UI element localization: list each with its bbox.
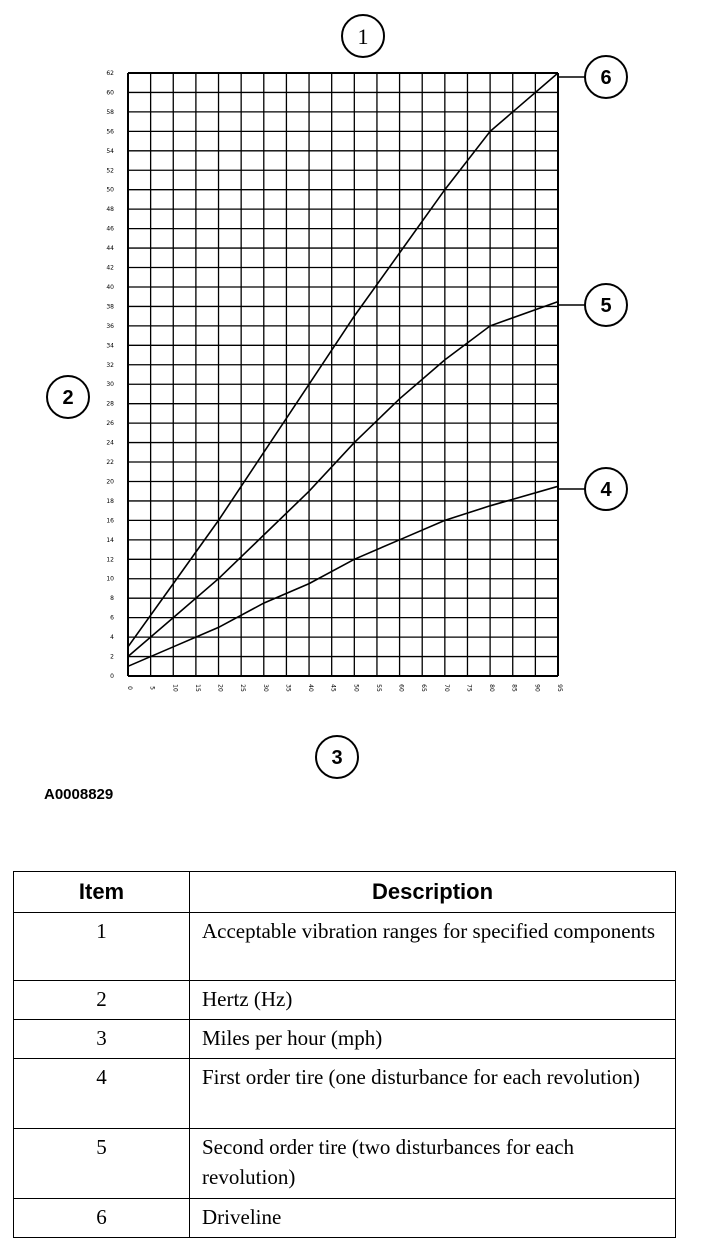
x-tick-label: 70	[442, 684, 450, 692]
y-tick-label: 14	[106, 536, 114, 544]
y-tick-label: 34	[106, 342, 114, 350]
y-tick-label: 54	[106, 147, 114, 155]
x-tick-label: 65	[420, 684, 428, 692]
legend-row	[14, 1199, 676, 1238]
legend-item: 1	[14, 913, 190, 981]
x-tick-label: 30	[261, 684, 269, 692]
y-tick-label: 2	[110, 653, 114, 661]
legend-description: Hertz (Hz)	[190, 981, 676, 1020]
callout-3	[316, 736, 358, 778]
legend-header-row	[14, 872, 676, 913]
legend-row	[14, 1020, 676, 1059]
y-tick-label: 8	[110, 595, 114, 603]
x-tick-label: 5	[148, 686, 156, 690]
legend-header-item: Item	[14, 872, 190, 913]
y-tick-label: 12	[106, 556, 114, 564]
y-tick-label: 56	[106, 128, 114, 136]
y-tick-label: 60	[106, 89, 114, 97]
legend-description: Miles per hour (mph)	[190, 1020, 676, 1059]
callout-2-label: 2	[62, 387, 74, 409]
x-tick-label: 0	[126, 686, 133, 690]
y-tick-label: 52	[106, 167, 114, 175]
x-tick-label: 95	[556, 684, 563, 692]
x-tick-label: 75	[465, 684, 473, 692]
y-tick-label: 16	[106, 517, 114, 525]
x-tick-label: 25	[239, 684, 247, 692]
y-tick-label: 48	[106, 206, 114, 214]
y-tick-label: 6	[110, 614, 114, 622]
x-tick-label: 20	[216, 684, 224, 692]
chart-lines	[128, 73, 558, 666]
x-tick-label: 50	[352, 684, 360, 692]
y-tick-label: 44	[106, 245, 114, 253]
callout-6-label: 6	[600, 67, 612, 89]
y-tick-label: 22	[106, 459, 114, 467]
callout-3-label: 3	[331, 747, 343, 769]
y-tick-label: 36	[106, 322, 114, 330]
legend-description: First order tire (one disturbance for each revolution)	[190, 1059, 676, 1129]
x-tick-label: 15	[193, 684, 201, 692]
y-tick-label: 30	[106, 381, 114, 389]
chart-grid	[128, 73, 558, 676]
y-tick-label: 4	[110, 634, 114, 642]
callout-5-label: 5	[600, 295, 612, 317]
callout-6	[558, 56, 627, 98]
y-tick-label: 20	[106, 478, 114, 486]
series-line-6	[128, 73, 558, 647]
callout-4	[558, 468, 627, 510]
x-tick-label: 80	[488, 684, 496, 692]
y-tick-label: 18	[106, 497, 114, 505]
y-tick-label: 0	[110, 673, 114, 680]
legend-description: Second order tire (two disturbances for each revolution)	[190, 1129, 676, 1199]
x-tick-label: 35	[284, 684, 292, 692]
y-axis-ticks	[106, 70, 114, 680]
series-line-5	[128, 302, 558, 657]
x-tick-label: 85	[510, 684, 518, 692]
legend-header-description: Description	[190, 872, 676, 913]
y-tick-label: 62	[106, 70, 114, 77]
callout-4-label: 4	[600, 479, 612, 501]
x-tick-label: 60	[397, 684, 405, 692]
legend-row	[14, 1129, 676, 1199]
y-tick-label: 24	[106, 439, 114, 447]
y-tick-label: 50	[106, 186, 114, 194]
legend-row	[14, 1059, 676, 1129]
y-tick-label: 58	[106, 108, 114, 116]
y-tick-label: 42	[106, 264, 114, 272]
series-line-4	[128, 486, 558, 666]
legend-row	[14, 981, 676, 1020]
y-tick-label: 40	[106, 283, 114, 291]
legend-item: 3	[14, 1020, 190, 1059]
legend-row	[14, 913, 676, 981]
x-tick-label: 45	[329, 684, 337, 692]
y-tick-label: 26	[106, 420, 114, 428]
legend-description: Driveline	[190, 1199, 676, 1238]
x-tick-label: 55	[374, 684, 382, 692]
legend-item: 6	[14, 1199, 190, 1238]
callout-5	[558, 284, 627, 326]
legend-item: 4	[14, 1059, 190, 1129]
y-tick-label: 32	[106, 361, 114, 369]
x-tick-label: 40	[307, 684, 315, 692]
y-tick-label: 10	[106, 575, 114, 583]
legend-table	[13, 871, 676, 1238]
y-tick-label: 38	[106, 303, 114, 311]
legend-item: 5	[14, 1129, 190, 1199]
y-tick-label: 28	[106, 400, 114, 408]
x-tick-label: 90	[533, 684, 541, 692]
x-axis-ticks	[126, 684, 563, 692]
x-tick-label: 10	[171, 684, 179, 692]
figure-id: A0008829	[44, 786, 114, 803]
legend-description: Acceptable vibration ranges for specified components	[190, 913, 676, 981]
callout-2	[47, 376, 89, 418]
y-tick-label: 46	[106, 225, 114, 233]
callout-1	[342, 15, 384, 57]
callout-1-label: 1	[357, 24, 369, 49]
legend-item: 2	[14, 981, 190, 1020]
